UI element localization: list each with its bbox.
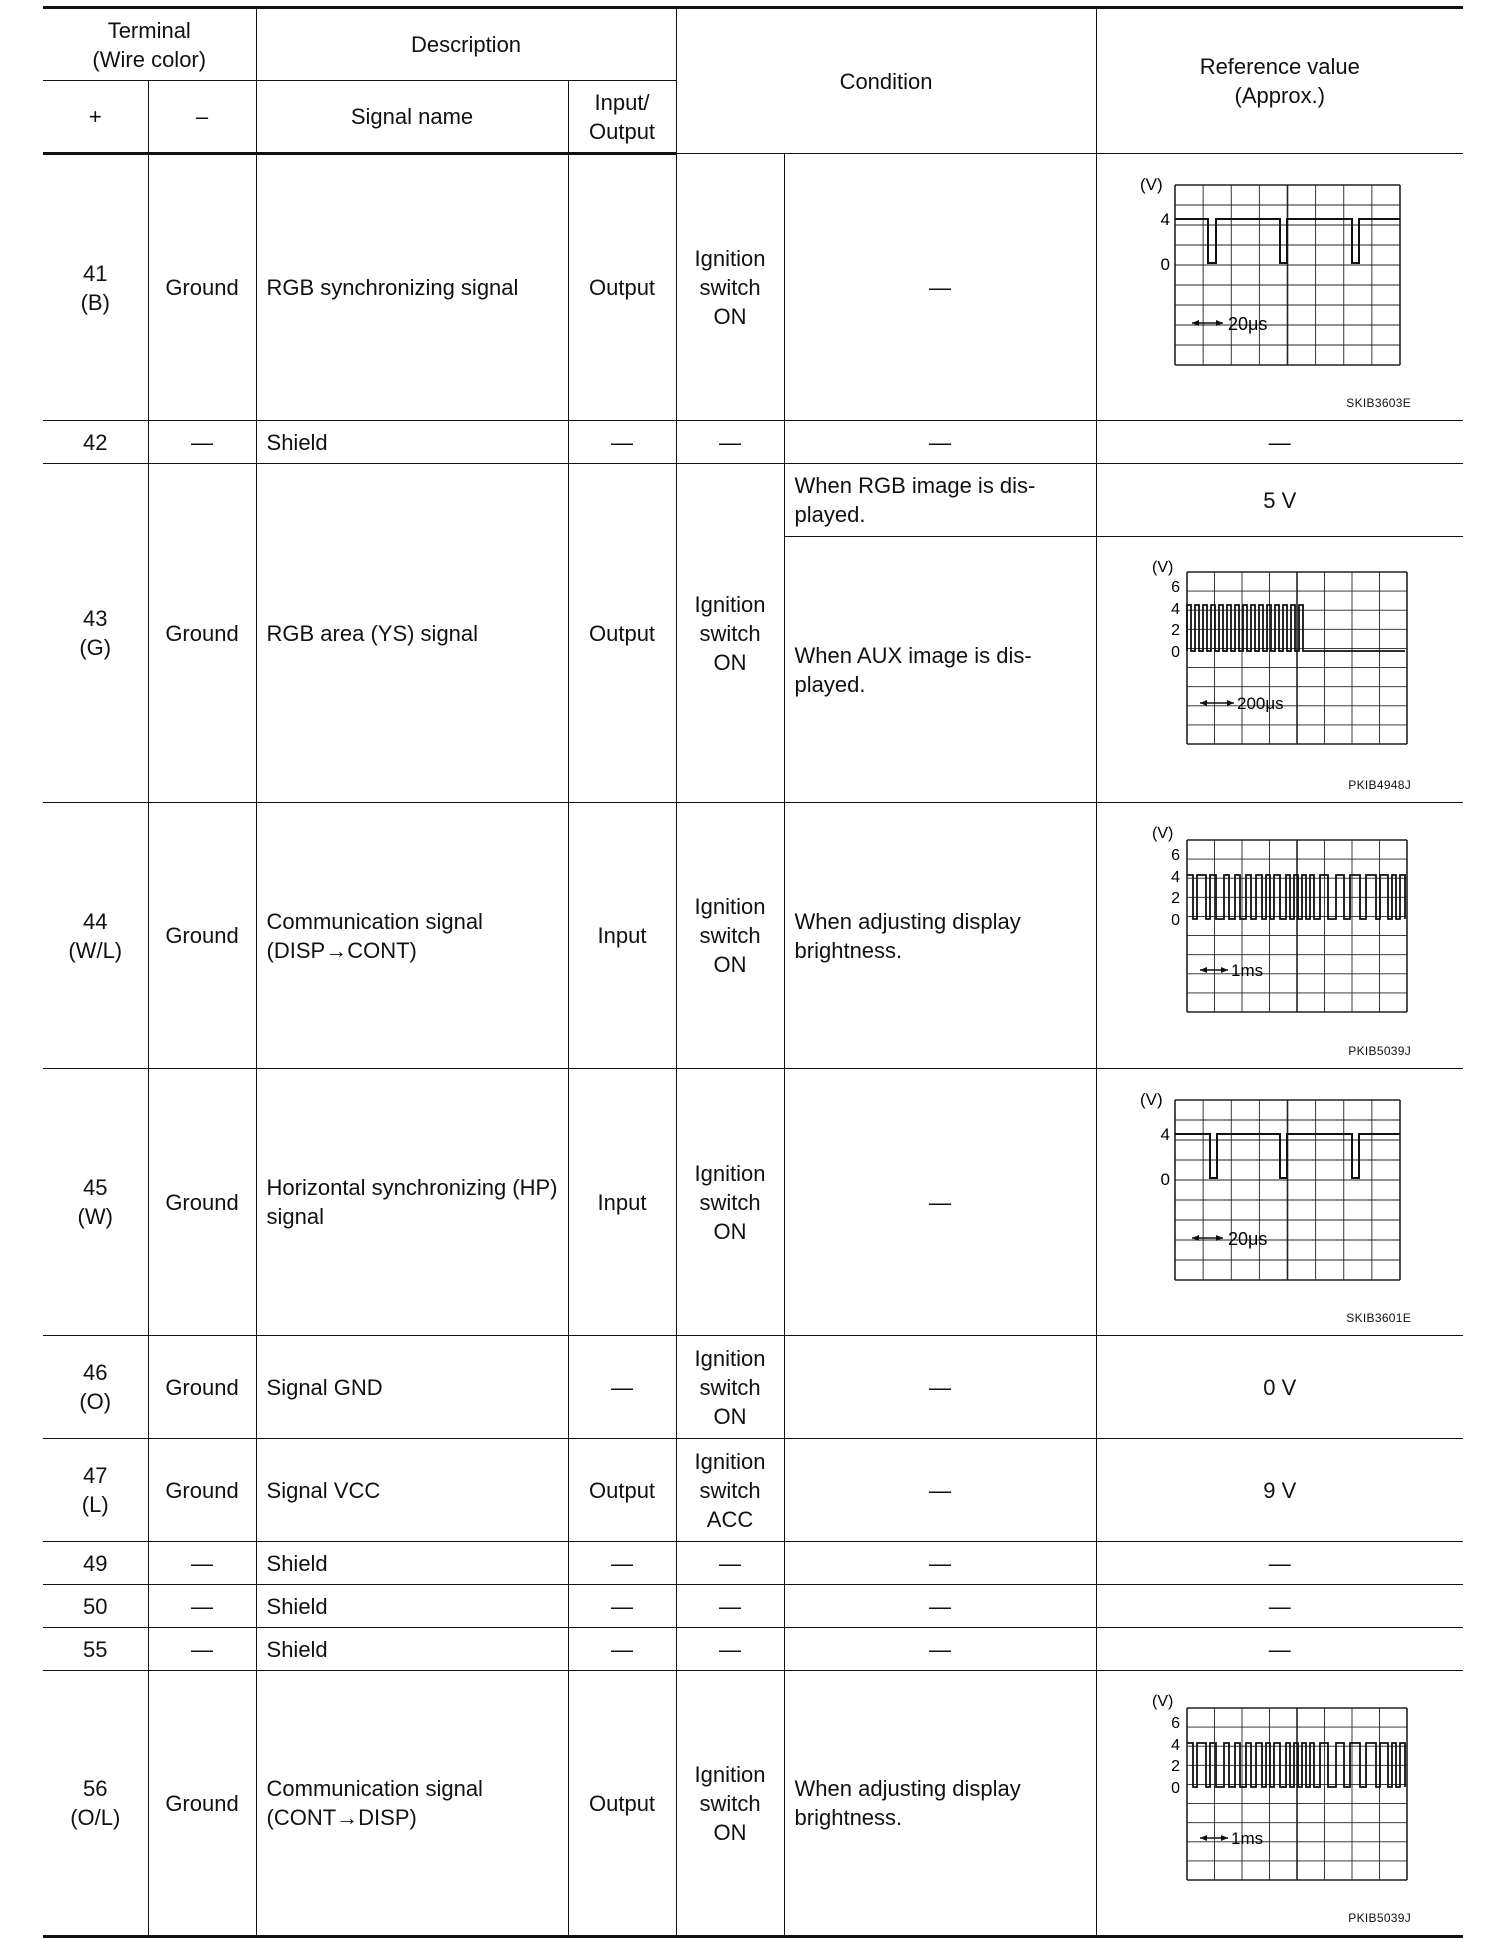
- ignition-cell: —: [676, 1542, 784, 1585]
- waveform-unit-label: (V): [1139, 174, 1163, 194]
- time-scale-label: 20μs: [1227, 1228, 1268, 1249]
- input-output-cell: Output: [568, 1439, 676, 1542]
- waveform-tick-0: 0: [1160, 254, 1170, 274]
- terminal-plus-cell: 42: [43, 421, 148, 464]
- description-header: Description: [256, 8, 676, 81]
- waveform-tick-2: 2: [1170, 622, 1180, 639]
- reference-value-cell: —: [1096, 421, 1463, 464]
- terminal-plus-cell: [43, 1336, 148, 1439]
- time-scale-label: 20μs: [1227, 313, 1268, 334]
- time-scale-label: 200μs: [1236, 694, 1284, 713]
- waveform-burst-43: [1130, 552, 1430, 787]
- switch-state: ON: [713, 303, 747, 329]
- terminal-plus-cell: [43, 1439, 148, 1542]
- ignition-text: Ignition: [694, 1345, 766, 1371]
- table-row-56: [43, 1671, 1463, 1937]
- condition-cell: When adjusting display brightness.: [784, 1671, 1096, 1937]
- terminal-number: 45: [83, 1175, 108, 1200]
- reference-value-cell: 9 V: [1096, 1439, 1463, 1542]
- wire-color-header-label: (Wire color): [92, 46, 207, 72]
- reference-value-cell: [1096, 154, 1463, 421]
- wire-color: (W): [77, 1204, 113, 1229]
- ignition-cell: —: [676, 421, 784, 464]
- header-row-1: [43, 8, 1463, 81]
- terminal-header-label: Terminal: [107, 17, 191, 43]
- condition-cell: When adjusting display brightness.: [784, 803, 1096, 1069]
- waveform-tick-2: 2: [1170, 890, 1180, 907]
- waveform-unit-label: (V): [1151, 1692, 1174, 1710]
- wire-color: (W/L): [68, 937, 123, 963]
- input-output-cell: Output: [568, 154, 676, 421]
- terminal-number: 56: [83, 1776, 108, 1801]
- table-row-42: [43, 421, 1463, 464]
- waveform-unit-label: (V): [1151, 559, 1174, 576]
- waveform-tick-4: 4: [1160, 1124, 1170, 1144]
- reference-value-cell: [1096, 1671, 1463, 1937]
- input-output-cell: Input: [568, 803, 676, 1069]
- terminal-minus-cell: —: [148, 1585, 256, 1628]
- input-output-cell: Output: [568, 464, 676, 803]
- terminal-plus-cell: [43, 1069, 148, 1336]
- reference-value-cell: [1096, 803, 1463, 1069]
- terminal-number: 41: [83, 260, 108, 286]
- condition-cell: When RGB image is dis- played.: [784, 464, 1096, 537]
- time-scale-label: 1ms: [1230, 1828, 1263, 1848]
- condition-cell: —: [784, 421, 1096, 464]
- signal-name-cell: Signal GND: [256, 1336, 568, 1439]
- reference-value-cell: 0 V: [1096, 1336, 1463, 1439]
- waveform-grid: [1187, 1708, 1407, 1880]
- reference-value-cell: —: [1096, 1585, 1463, 1628]
- waveform-grid: [1175, 1100, 1400, 1280]
- waveform-tick-6: 6: [1170, 847, 1180, 864]
- ignition-cell: [676, 154, 784, 421]
- signal-name-cell: Shield: [256, 1542, 568, 1585]
- signal-name-cell: Shield: [256, 1628, 568, 1671]
- connector-terminal-table-page: [43, 6, 1463, 1938]
- ignition-cell: [676, 803, 784, 1069]
- switch-text: switch: [699, 1790, 761, 1816]
- waveform-tick-6: 6: [1170, 1714, 1180, 1732]
- condition-cell: —: [784, 154, 1096, 421]
- reference-value-header: [1096, 8, 1463, 154]
- switch-text: switch: [699, 1189, 761, 1215]
- waveform-unit-label: (V): [1151, 825, 1174, 842]
- input-output-cell: —: [568, 1542, 676, 1585]
- wire-color: (G): [79, 635, 112, 660]
- ignition-cell: [676, 1439, 784, 1542]
- terminal-plus-cell: [43, 803, 148, 1069]
- waveform-trace: [1175, 219, 1400, 263]
- input-output-cell: —: [568, 421, 676, 464]
- wire-color: (L): [81, 1492, 109, 1517]
- waveform-trace: [1187, 605, 1405, 651]
- terminal-plus-cell: 50: [43, 1585, 148, 1628]
- condition-cell: —: [784, 1069, 1096, 1336]
- terminal-reference-table: [43, 6, 1463, 1938]
- minus-header: –: [148, 81, 256, 154]
- waveform-tick-4: 4: [1170, 869, 1180, 886]
- signal-name-cell: RGB area (YS) signal: [256, 464, 568, 803]
- terminal-number: 46: [83, 1360, 108, 1385]
- terminal-plus-cell: 49: [43, 1542, 148, 1585]
- waveform-tick-0: 0: [1170, 1779, 1180, 1797]
- waveform-tick-0: 0: [1170, 912, 1180, 929]
- terminal-minus-cell: Ground: [148, 1336, 256, 1439]
- input-output-cell: —: [568, 1628, 676, 1671]
- terminal-minus-cell: —: [148, 1628, 256, 1671]
- wire-color: (B): [80, 289, 110, 315]
- table-row-41: [43, 154, 1463, 421]
- ignition-cell: [676, 1336, 784, 1439]
- waveform-tick-0: 0: [1160, 1169, 1170, 1189]
- waveform-grid: [1187, 572, 1407, 744]
- reference-value-cell: —: [1096, 1628, 1463, 1671]
- signal-name-cell: Communication signal (CONT→DISP): [256, 1671, 568, 1937]
- terminal-header: [43, 8, 256, 81]
- table-row-49: [43, 1542, 1463, 1585]
- switch-text: switch: [699, 923, 761, 948]
- input-output-header: [568, 81, 676, 154]
- condition-cell: When AUX image is dis- played.: [784, 537, 1096, 803]
- waveform-trace: [1175, 1134, 1400, 1178]
- reference-value-cell: [1096, 537, 1463, 803]
- terminal-minus-cell: Ground: [148, 154, 256, 421]
- waveform-tick-2: 2: [1170, 1757, 1180, 1775]
- waveform-sync-45: [1130, 1085, 1430, 1320]
- ignition-text: Ignition: [694, 1761, 766, 1787]
- signal-name-cell: Shield: [256, 1585, 568, 1628]
- terminal-plus-cell: [43, 1671, 148, 1937]
- condition-cell: —: [784, 1542, 1096, 1585]
- signal-name-cell: RGB synchronizing signal: [256, 154, 568, 421]
- figure-id: PKIB4948J: [1348, 778, 1412, 792]
- condition-cell: —: [784, 1585, 1096, 1628]
- signal-name-cell: Signal VCC: [256, 1439, 568, 1542]
- input-output-cell: —: [568, 1336, 676, 1439]
- figure-id: PKIB5039J: [1348, 1044, 1412, 1058]
- time-scale-label: 1ms: [1230, 961, 1263, 980]
- switch-text: switch: [699, 1477, 761, 1503]
- terminal-minus-cell: Ground: [148, 464, 256, 803]
- wire-color: (O): [79, 1389, 112, 1414]
- waveform-grid: [1187, 840, 1407, 1012]
- switch-state: ACC: [706, 1506, 754, 1532]
- wire-color: (O/L): [70, 1805, 121, 1830]
- switch-state: ON: [713, 1819, 747, 1845]
- ignition-text: Ignition: [694, 1160, 766, 1186]
- ignition-text: Ignition: [694, 591, 766, 617]
- terminal-number: 43: [83, 606, 108, 631]
- approx-header-label: (Approx.): [1234, 83, 1326, 108]
- ignition-cell: [676, 464, 784, 803]
- switch-state: ON: [713, 649, 747, 675]
- ignition-cell: [676, 1671, 784, 1937]
- waveform-tick-4: 4: [1160, 209, 1170, 229]
- terminal-plus-cell: 55: [43, 1628, 148, 1671]
- ignition-text: Ignition: [694, 1448, 766, 1474]
- reference-value-cell: 5 V: [1096, 464, 1463, 537]
- ignition-text: Ignition: [694, 894, 766, 919]
- table-row-44: [43, 803, 1463, 1069]
- signal-name-header: Signal name: [256, 81, 568, 154]
- waveform-grid: [1175, 185, 1400, 365]
- terminal-number: 47: [83, 1463, 108, 1488]
- table-row-43: [43, 464, 1463, 537]
- figure-id: PKIB5039J: [1348, 1911, 1412, 1925]
- figure-id: SKIB3601E: [1346, 1311, 1412, 1325]
- table-row-46: [43, 1336, 1463, 1439]
- reference-value-cell: [1096, 1069, 1463, 1336]
- table-row-55: [43, 1628, 1463, 1671]
- input-output-cell: Input: [568, 1069, 676, 1336]
- condition-cell: —: [784, 1628, 1096, 1671]
- io-header-line-2: Output: [589, 118, 656, 144]
- terminal-plus-cell: [43, 154, 148, 421]
- terminal-minus-cell: —: [148, 1542, 256, 1585]
- table-row-47: [43, 1439, 1463, 1542]
- waveform-unit-label: (V): [1139, 1089, 1163, 1109]
- waveform-comm-44: [1130, 818, 1430, 1053]
- table-row-45: [43, 1069, 1463, 1336]
- terminal-minus-cell: Ground: [148, 1439, 256, 1542]
- condition-header: Condition: [676, 8, 1096, 154]
- waveform-tick-0: 0: [1170, 644, 1180, 661]
- switch-state: ON: [713, 1403, 747, 1429]
- switch-state: ON: [713, 1218, 747, 1244]
- waveform-sync-41: [1130, 170, 1430, 405]
- waveform-tick-4: 4: [1170, 1736, 1180, 1754]
- terminal-plus-cell: [43, 464, 148, 803]
- switch-text: switch: [699, 274, 761, 300]
- input-output-cell: Output: [568, 1671, 676, 1937]
- terminal-minus-cell: Ground: [148, 803, 256, 1069]
- input-output-cell: —: [568, 1585, 676, 1628]
- waveform-comm-56: [1130, 1686, 1430, 1921]
- switch-text: switch: [699, 1374, 761, 1400]
- switch-text: switch: [699, 620, 761, 646]
- io-header-line-1: Input/: [594, 89, 650, 115]
- reference-value-cell: —: [1096, 1542, 1463, 1585]
- terminal-minus-cell: —: [148, 421, 256, 464]
- signal-name-cell: Communication signal (DISP→CONT): [256, 803, 568, 1069]
- waveform-tick-6: 6: [1170, 579, 1180, 596]
- ignition-cell: [676, 1069, 784, 1336]
- ignition-cell: —: [676, 1628, 784, 1671]
- terminal-minus-cell: Ground: [148, 1069, 256, 1336]
- ignition-text: Ignition: [694, 245, 766, 271]
- terminal-number: 44: [83, 908, 108, 934]
- switch-state: ON: [713, 952, 747, 977]
- terminal-minus-cell: Ground: [148, 1671, 256, 1937]
- table-row-50: [43, 1585, 1463, 1628]
- ignition-cell: —: [676, 1585, 784, 1628]
- signal-name-cell: Shield: [256, 421, 568, 464]
- reference-header-label: Reference value: [1199, 54, 1360, 79]
- figure-id: SKIB3603E: [1346, 396, 1412, 410]
- waveform-tick-4: 4: [1170, 601, 1180, 618]
- plus-header: +: [43, 81, 148, 154]
- condition-cell: —: [784, 1336, 1096, 1439]
- condition-cell: —: [784, 1439, 1096, 1542]
- signal-name-cell: Horizontal synchronizing (HP) signal: [256, 1069, 568, 1336]
